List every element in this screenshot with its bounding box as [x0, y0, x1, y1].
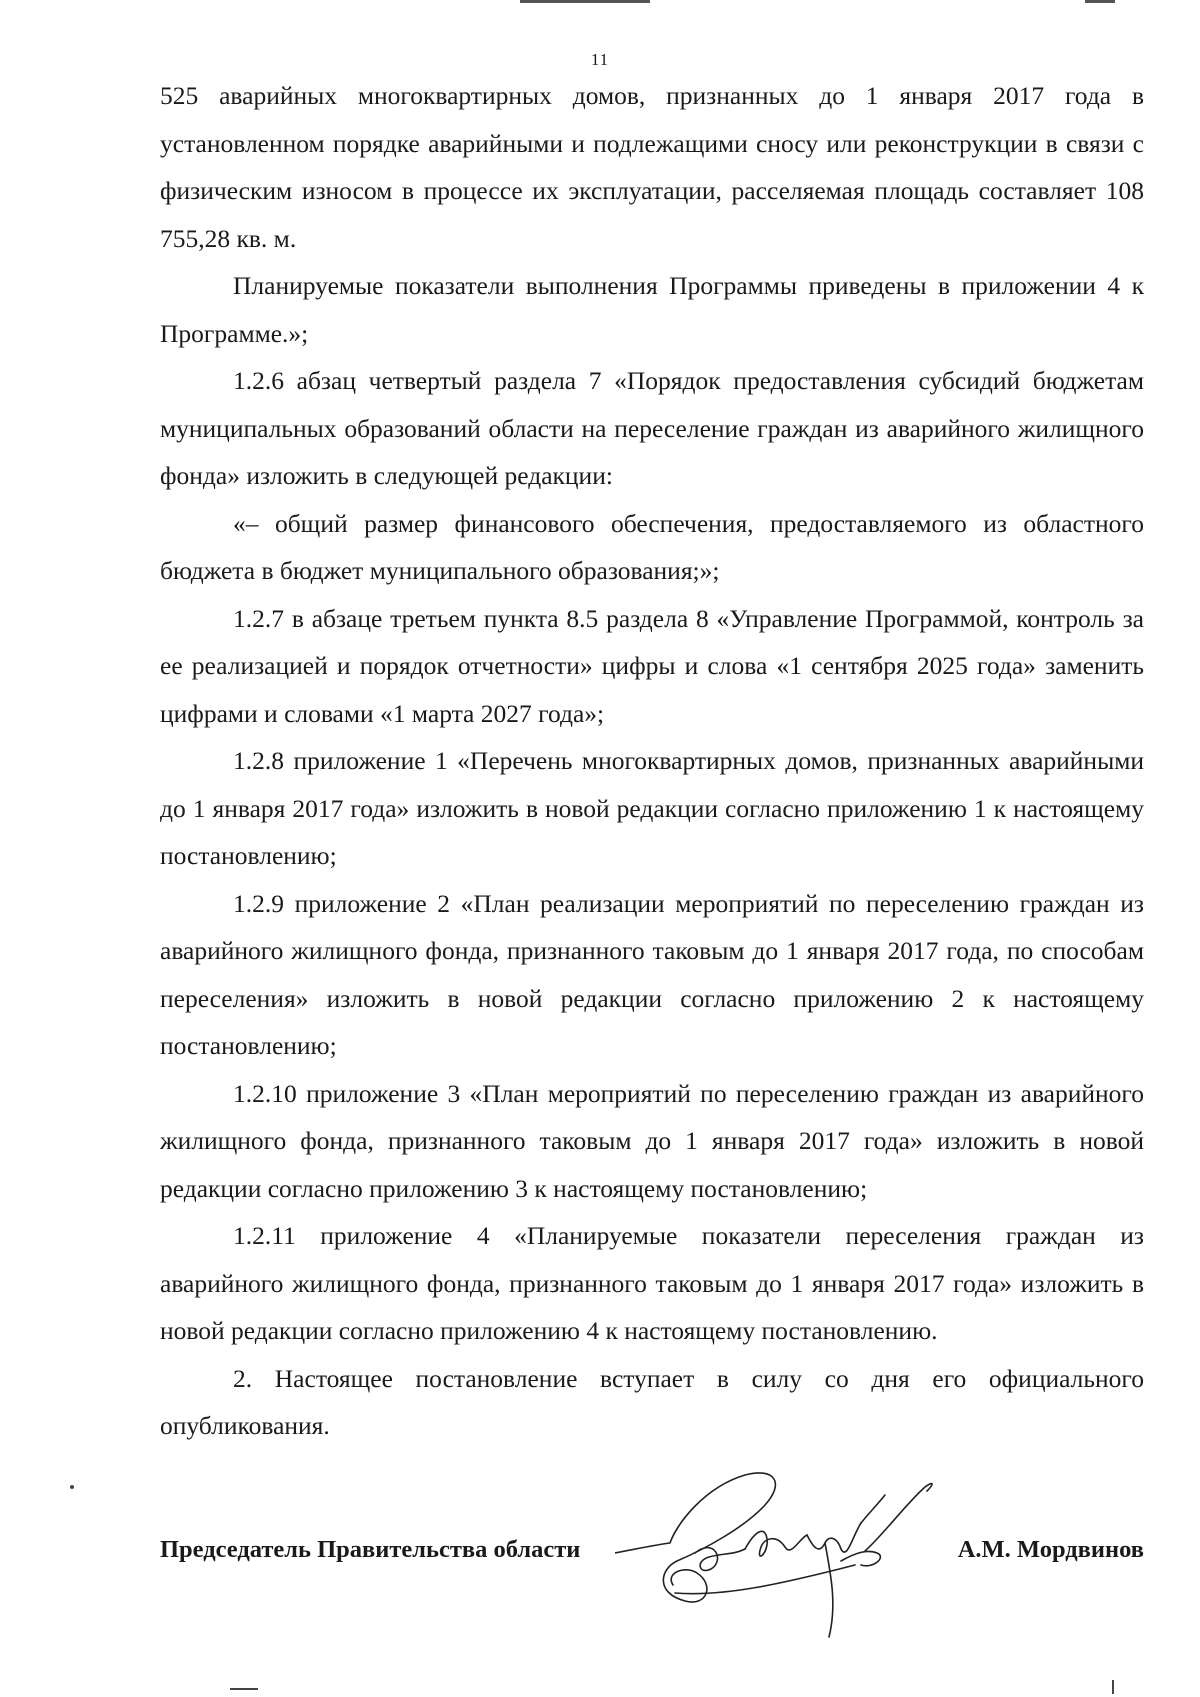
paragraph: Планируемые показатели выполнения Программы приведены в приложении 4 к Программе.»; [160, 271, 1144, 348]
scan-speck [70, 1485, 74, 1489]
signatory-name: А.М. Мордвинов [957, 1536, 1144, 1563]
paragraph: 1.2.8 приложение 1 «Перечень многоквартирных домов, признанных аварийными до 1 января 2017 года» изложить в новой редакции согласно приложению 1 к настоящему постановлению; [160, 746, 1144, 870]
document-body [160, 72, 1144, 1450]
scan-edge-mark [1085, 0, 1115, 3]
signatory-position: Председатель Правительства области [160, 1536, 581, 1563]
paragraph: 2. Настоящее постановление вступает в силу со дня его официального опубликования. [160, 1363, 1144, 1440]
paragraph: 1.2.7 в абзаце третьем пункта 8.5 раздела 8 «Управление Программой, контроль за ее реализацией и порядок отчетности» цифры и слова «1 сентября 2025 года» заменить цифрами и словами «1 марта 2027 года»; [160, 603, 1144, 728]
paragraph: 1.2.9 приложение 2 «План реализации мероприятий по переселению граждан из аварийного жилищного фонда, признанного таковым до 1 января 2017 года, по способам переселения» изложить в новой редакции согласно приложению 2 к настоящему постановлению; [160, 888, 1144, 1060]
paragraph: 525 аварийных многоквартирных домов, признанных до 1 января 2017 года в установленном порядке аварийными и подлежащими сносу или реконструкции в связи с физическим износом в процессе их эксплуатации, расселяемая площадь составляет 108 755,28 кв. м. [160, 81, 1144, 253]
signature-block [160, 1536, 1144, 1576]
scan-speck [230, 1688, 258, 1690]
paragraph: 1.2.10 приложение 3 «План мероприятий по переселению граждан из аварийного жилищного фонда, признанного таковым до 1 января 2017 года» изложить в новой редакции согласно приложению 3 к настоящему постановлению; [160, 1078, 1144, 1203]
paragraph: «– общий размер финансового обеспечения, предоставляемого из областного бюджета в бюджет муниципального образования;»; [160, 508, 1144, 585]
paragraph: 1.2.6 абзац четвертый раздела 7 «Порядок предоставления субсидий бюджетам муниципальных образований области на переселение граждан из аварийного жилищного фонда» изложить в следующей редакции: [160, 366, 1144, 490]
scan-speck [1112, 1680, 1114, 1694]
scan-edge-mark [520, 0, 650, 3]
page-number: 11 [590, 50, 610, 69]
paragraph: 1.2.11 приложение 4 «Планируемые показатели переселения граждан из аварийного жилищного фонда, признанного таковым до 1 января 2017 года» изложить в новой редакции согласно приложению 4 к настоящему постановлению. [160, 1221, 1144, 1345]
